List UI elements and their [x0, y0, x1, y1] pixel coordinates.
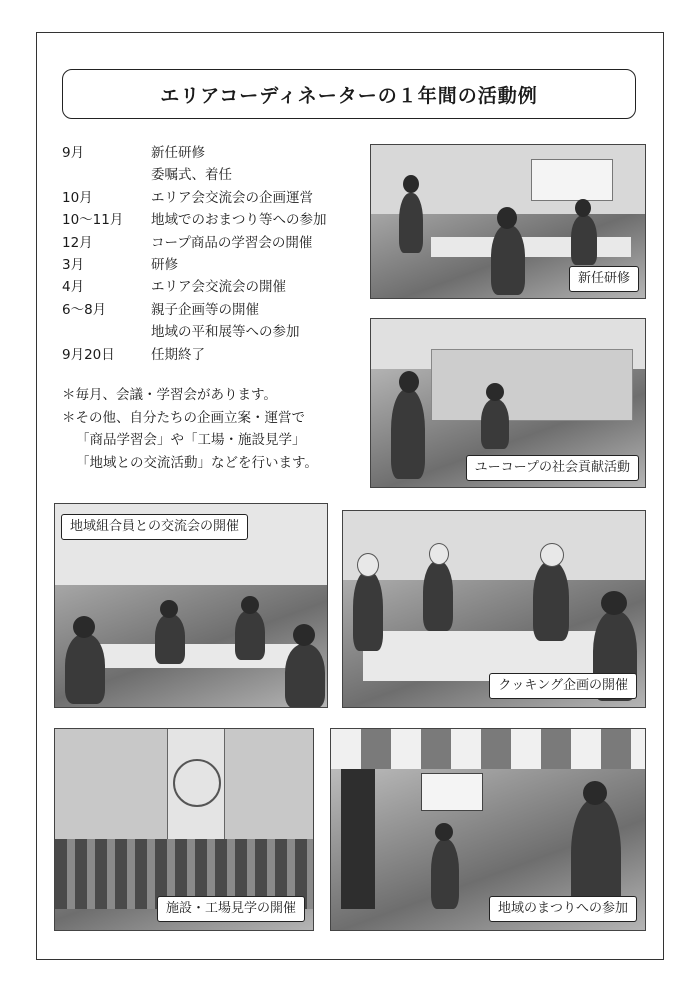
photo-tour [54, 728, 314, 931]
schedule-list [62, 142, 362, 366]
note-line: ＊その他、自分たちの企画立案・運営で [62, 409, 305, 426]
schedule-row [62, 142, 362, 164]
schedule-event: 研修 [151, 256, 178, 273]
schedule-month: 12月 [62, 234, 93, 251]
schedule-event: 地域の平和展等への参加 [151, 324, 300, 341]
schedule-event: 任期終了 [151, 346, 205, 363]
schedule-row [62, 344, 362, 366]
photo-exchange [54, 503, 328, 708]
photo-cooking [342, 510, 646, 708]
schedule-month: 3月 [62, 256, 85, 273]
page-title: エリアコーディネーターの１年間の活動例 [160, 84, 538, 107]
note-line: 「地域との交流活動」などを行います。 [76, 454, 318, 471]
schedule-row [62, 254, 362, 276]
schedule-event: エリア会交流会の開催 [151, 279, 286, 296]
photo-caption: 地域のまつりへの参加 [489, 896, 637, 922]
photo-caption: 地域組合員との交流会の開催 [61, 514, 248, 540]
schedule-month: 6～8月 [62, 301, 107, 318]
schedule-month: 10～11月 [62, 212, 124, 229]
title-box [62, 69, 636, 119]
schedule-row [62, 299, 362, 321]
photo-caption: 施設・工場見学の開催 [157, 896, 305, 922]
schedule-month: 4月 [62, 279, 85, 296]
schedule-month: 9月 [62, 145, 85, 161]
schedule-event: エリア会交流会の企画運営 [151, 189, 313, 206]
photo-festival [330, 728, 646, 931]
schedule-row [62, 187, 362, 209]
note-line: ＊毎月、会議・学習会があります。 [62, 387, 277, 403]
photo-training [370, 144, 646, 299]
schedule-event: コープ商品の学習会の開催 [151, 234, 313, 251]
schedule-row [62, 209, 362, 231]
schedule-event: 委嘱式、着任 [151, 167, 232, 184]
photo-caption: 新任研修 [569, 266, 639, 292]
photo-caption: クッキング企画の開催 [489, 673, 637, 699]
notes [62, 384, 362, 474]
schedule-event: 親子企画等の開催 [151, 301, 259, 318]
schedule-row [62, 276, 362, 298]
photo-social [370, 318, 646, 488]
schedule-row [62, 321, 362, 343]
note-line: 「商品学習会」や「工場・施設見学」 [76, 432, 306, 448]
schedule-row [62, 232, 362, 254]
schedule-month: 10月 [62, 189, 93, 206]
schedule-month: 9月20日 [62, 346, 115, 363]
schedule-event: 新任研修 [151, 145, 205, 161]
schedule-row [62, 164, 362, 186]
schedule-event: 地域でのおまつり等への参加 [151, 212, 327, 229]
photo-caption: ユーコープの社会貢献活動 [466, 455, 639, 481]
